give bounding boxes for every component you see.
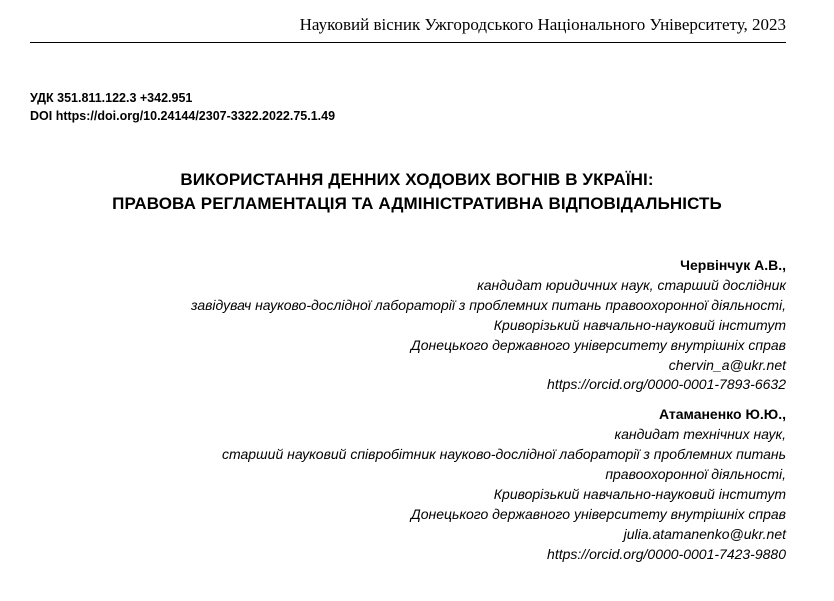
article-metadata — [30, 89, 335, 125]
author-orcid[interactable]: https://orcid.org/0000-0001-7893-6632 — [547, 376, 786, 393]
author-email[interactable]: chervin_a@ukr.net — [668, 356, 786, 373]
author-university: Донецького державного університету внутрішніх справ — [410, 336, 786, 353]
author-name: Атаманенко Ю.Ю., — [658, 406, 786, 423]
author-position-continued: правоохоронної діяльності, — [605, 466, 786, 483]
author-email[interactable]: julia.atamanenko@ukr.net — [623, 525, 786, 542]
author-block-1 — [26, 256, 786, 395]
author-institute: Криворізький навчально-науковий інститут — [493, 316, 786, 333]
author-name: Червінчук А.В., — [680, 257, 786, 273]
article-title-line-2: ПРАВОВА РЕГЛАМЕНТАЦІЯ ТА АДМІНІСТРАТИВНА ВІДПОВІДАЛЬНІСТЬ — [112, 194, 722, 213]
author-block-2 — [26, 405, 786, 564]
journal-running-header: Науковий вісник Ужгородського Національного Університету, 2023 — [299, 15, 786, 34]
header-divider — [30, 42, 786, 43]
author-position: старший науковий співробітник науково-дослідної лабораторії з проблемних питань — [221, 446, 786, 463]
author-orcid[interactable]: https://orcid.org/0000-0001-7423-9880 — [547, 545, 786, 562]
author-degree: кандидат юридичних наук, старший дослідник — [477, 276, 786, 293]
author-degree: кандидат технічних наук, — [614, 426, 786, 443]
authors-section — [26, 256, 786, 575]
author-institute: Криворізький навчально-науковий інститут — [493, 485, 786, 502]
article-title-line-1: ВИКОРИСТАННЯ ДЕННИХ ХОДОВИХ ВОГНІВ В УКРАЇНІ: — [180, 170, 654, 189]
udc-code: УДК 351.811.122.3 +342.951 — [30, 91, 193, 105]
author-position: завідувач науково-дослідної лабораторії з проблемних питань правоохоронної діяльності, — [190, 296, 786, 313]
author-university: Донецького державного університету внутрішніх справ — [410, 505, 786, 522]
article-title — [0, 168, 834, 216]
doi-link[interactable]: DOI https://doi.org/10.24144/2307-3322.2022.75.1.49 — [30, 109, 336, 123]
